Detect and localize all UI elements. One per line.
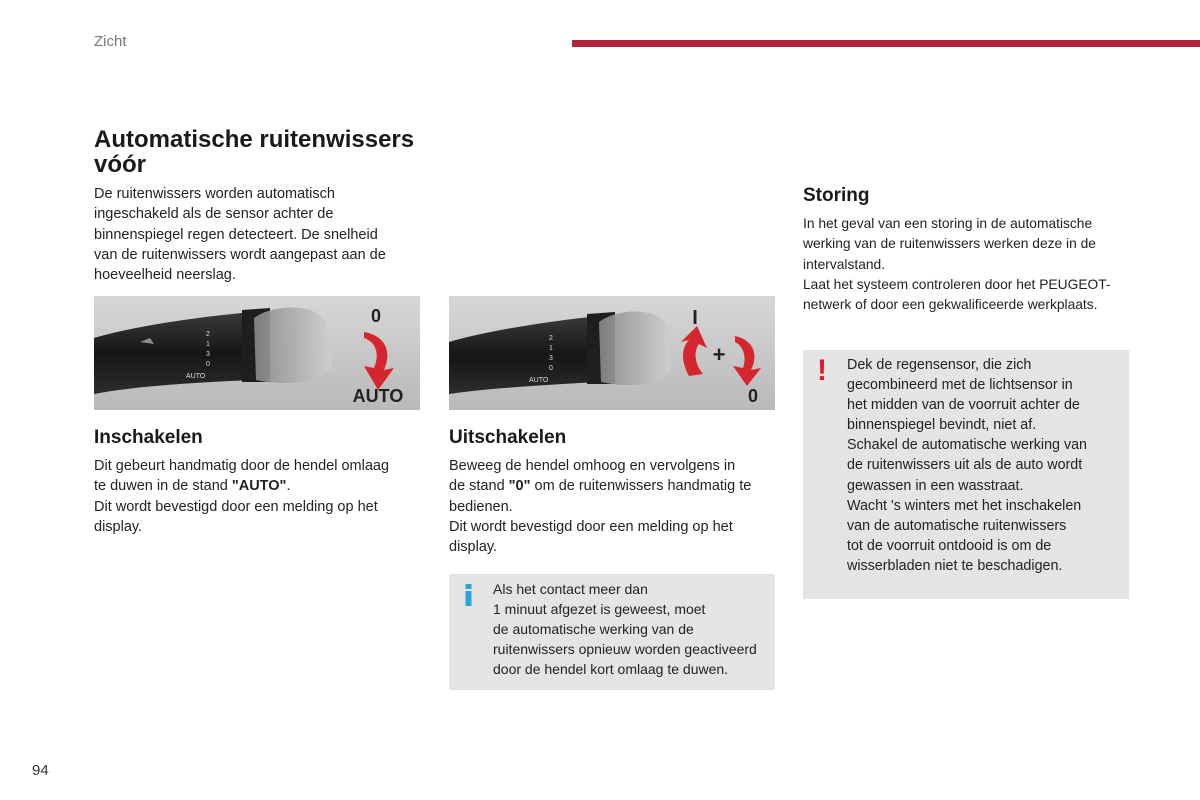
svg-text:2: 2: [206, 331, 210, 338]
svg-text:2: 2: [549, 335, 553, 342]
text-fragment: om de ruitenwissers handmatig te: [530, 478, 752, 495]
text-line: Dit wordt bevestigd door een melding op het: [94, 498, 378, 515]
warning-icon: !: [817, 354, 827, 387]
text-line: de stand: [449, 478, 509, 495]
text-line: Dit wordt bevestigd door een melding op het: [449, 518, 733, 535]
text-line: Dit gebeurt handmatig door de hendel omlaag: [94, 458, 390, 474]
text-fragment: .: [286, 478, 291, 495]
uitschakelen-paragraph: [449, 456, 779, 557]
intro-line: ingeschakeld als de sensor achter de: [94, 206, 334, 223]
text-line: Schakel de automatische werking van: [847, 437, 1088, 454]
intro-line: van de ruitenwissers wordt aangepast aan de: [94, 246, 386, 263]
warning-note: [803, 350, 1129, 599]
svg-text:3: 3: [549, 355, 553, 362]
position-zero-label: 0: [747, 386, 759, 406]
info-icon: [464, 584, 474, 606]
position-zero-label: 0: [370, 306, 382, 326]
text-line: Dek de regensensor, die zich: [847, 357, 1032, 373]
page-title: [94, 127, 454, 177]
text-line: bedienen.: [449, 498, 513, 515]
text-line: netwerk of door een gekwalificeerde werkplaats.: [803, 297, 1098, 313]
intro-line: hoeveelheid neerslag.: [94, 267, 236, 284]
position-one-label: I: [692, 307, 698, 329]
text-line: de ruitenwissers uit als de auto wordt: [847, 457, 1083, 474]
storing-paragraph: [803, 214, 1143, 315]
text-line: het midden van de voorruit achter de: [847, 397, 1080, 414]
svg-text:0: 0: [549, 365, 553, 372]
text-line: wisserbladen niet te beschadigen.: [847, 557, 1063, 574]
info-note: [449, 574, 775, 690]
section-title: Zicht: [94, 33, 127, 50]
text-line: Als het contact meer dan: [493, 581, 648, 597]
text-line: de automatische werking van de: [493, 621, 694, 638]
text-line: intervalstand.: [803, 256, 886, 272]
page-number: 94: [32, 762, 49, 779]
intro-line: De ruitenwissers worden automatisch: [94, 186, 335, 202]
mode-zero-label: "0": [508, 478, 531, 495]
text-line: binnenspiegel bevindt, niet af.: [847, 417, 1037, 434]
text-line: Wacht 's winters met het inschakelen: [847, 497, 1082, 514]
lever-auto-mark: AUTO: [186, 373, 206, 380]
text-line: van de automatische ruitenwissers: [847, 517, 1067, 534]
warning-note-text: [847, 355, 1127, 576]
text-line: door de hendel kort omlaag te duwen.: [493, 661, 729, 678]
mode-auto-label: "AUTO": [231, 478, 287, 495]
intro-line: binnenspiegel regen detecteert. De snelheid: [94, 226, 378, 243]
lever-auto-mark: AUTO: [529, 377, 549, 384]
text-line: tot de voorruit ontdooid is om de: [847, 537, 1052, 554]
header-accent-bar: [572, 40, 1200, 47]
position-auto-label: AUTO: [352, 386, 404, 406]
text-line: In het geval van een storing in de automatische: [803, 216, 1093, 231]
inschakelen-paragraph: [94, 456, 424, 537]
text-line: 1 minuut afgezet is geweest, moet: [493, 601, 706, 618]
plus-label: +: [712, 342, 726, 367]
lever-off-illustration: [449, 296, 775, 410]
text-line: gecombineerd met de lichtsensor in: [847, 377, 1073, 394]
title-line: Automatische ruitenwissers: [94, 126, 415, 153]
intro-paragraph: [94, 184, 424, 285]
lever-cap: [254, 307, 332, 383]
text-line: Laat het systeem controleren door het PEUGEOT-: [803, 276, 1111, 292]
lever-auto-illustration: [94, 296, 420, 410]
text-line: Beweeg de hendel omhoog en vervolgens in: [449, 458, 736, 474]
title-line: vóór: [94, 151, 147, 178]
text-line: display.: [94, 518, 143, 535]
svg-text:0: 0: [206, 361, 210, 368]
info-note-text: [493, 579, 773, 679]
inschakelen-heading: Inschakelen: [94, 427, 203, 448]
svg-text:1: 1: [549, 345, 553, 352]
text-line: ruitenwissers opnieuw worden geactiveerd: [493, 641, 757, 658]
text-line: display.: [449, 539, 498, 556]
svg-text:3: 3: [206, 351, 210, 358]
svg-text:1: 1: [206, 341, 210, 348]
storing-heading: Storing: [803, 185, 870, 206]
uitschakelen-heading: Uitschakelen: [449, 427, 567, 448]
text-line: werking van de ruitenwissers werken deze in de: [803, 236, 1096, 252]
text-line: te duwen in de stand: [94, 478, 232, 495]
text-line: gewassen in een wasstraat.: [847, 477, 1024, 494]
